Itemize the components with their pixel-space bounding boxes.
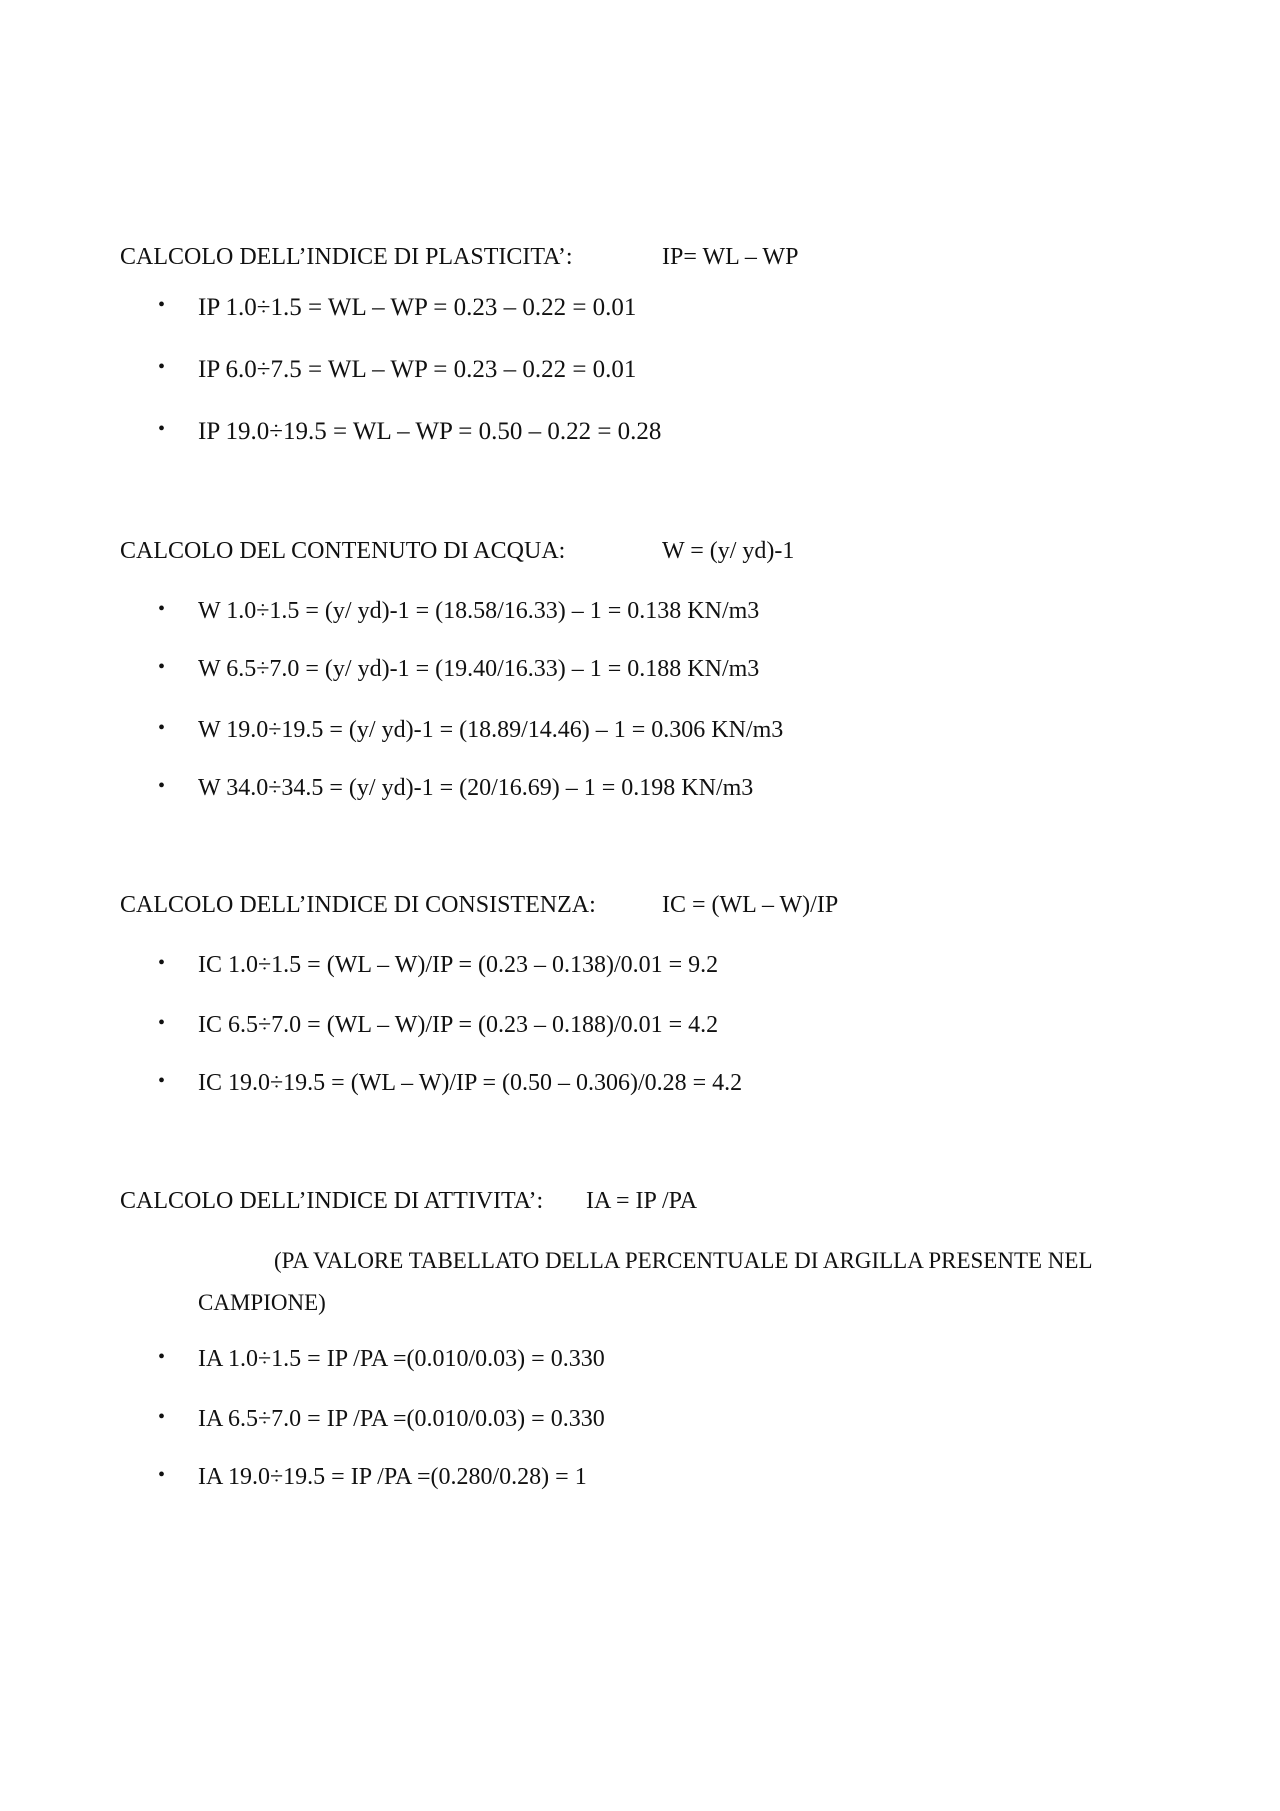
bullet: • [158,775,166,797]
item-text: IC 6.5÷7.0 = (WL – W)/IP = (0.23 – 0.188)/0.01 = 4.2 [198,1012,719,1038]
item-text: IC 1.0÷1.5 = (WL – W)/IP = (0.23 – 0.138)/0.01 = 9.2 [198,952,719,978]
consistency-formula: IC = (WL – W)/IP [662,892,839,918]
formula-text: IP= WL – WP [662,244,799,270]
water-formula: W = (y/ yd)-1 [662,538,795,564]
item-text: W 1.0÷1.5 = (y/ yd)-1 = (18.58/16.33) – 1 = 0.138 KN/m3 [198,598,760,624]
bullet: • [158,952,166,974]
bullet: • [158,1464,166,1486]
plasticity-heading: CALCOLO DELL’INDICE DI PLASTICITA’: [120,244,573,270]
water-heading: CALCOLO DEL CONTENUTO DI ACQUA: [120,538,566,564]
bullet: • [158,656,166,678]
bullet: • [158,598,166,620]
bullet: • [158,356,166,378]
item-text: W 6.5÷7.0 = (y/ yd)-1 = (19.40/16.33) – 1 = 0.188 KN/m3 [198,656,760,682]
bullet: • [158,418,166,440]
plasticity-formula [662,244,798,271]
bullet: • [158,717,166,739]
bullet: • [158,1406,166,1428]
bullet: • [158,1012,166,1034]
item-text: IP 1.0÷1.5 = WL – WP = 0.23 – 0.22 = 0.01 [198,294,637,321]
item-text: IP 6.0÷7.5 = WL – WP = 0.23 – 0.22 = 0.01 [198,356,637,383]
bullet: • [158,1346,166,1368]
note-text: (PA VALORE TABELLATO DELLA PERCENTUALE DI ARGILLA PRESENTE NEL CAMPIONE) [198,1248,1092,1315]
item-text: W 19.0÷19.5 = (y/ yd)-1 = (18.89/14.46) – 1 = 0.306 KN/m3 [198,717,784,743]
consistency-heading: CALCOLO DELL’INDICE DI CONSISTENZA: [120,892,596,918]
item-text: IA 1.0÷1.5 = IP /PA =(0.010/0.03) = 0.330 [198,1346,605,1372]
bullet: • [158,294,166,316]
item-text: IA 6.5÷7.0 = IP /PA =(0.010/0.03) = 0.330 [198,1406,605,1432]
activity-heading: CALCOLO DELL’INDICE DI ATTIVITA’: [120,1188,544,1214]
bullet: • [158,1070,166,1092]
item-text: IC 19.0÷19.5 = (WL – W)/IP = (0.50 – 0.306)/0.28 = 4.2 [198,1070,743,1096]
item-text: W 34.0÷34.5 = (y/ yd)-1 = (20/16.69) – 1 = 0.198 KN/m3 [198,775,754,801]
item-text: IA 19.0÷19.5 = IP /PA =(0.280/0.28) = 1 [198,1464,587,1490]
item-text: IP 19.0÷19.5 = WL – WP = 0.50 – 0.22 = 0.28 [198,418,662,445]
activity-formula: IA = IP /PA [586,1188,698,1214]
activity-note [198,1240,1158,1324]
